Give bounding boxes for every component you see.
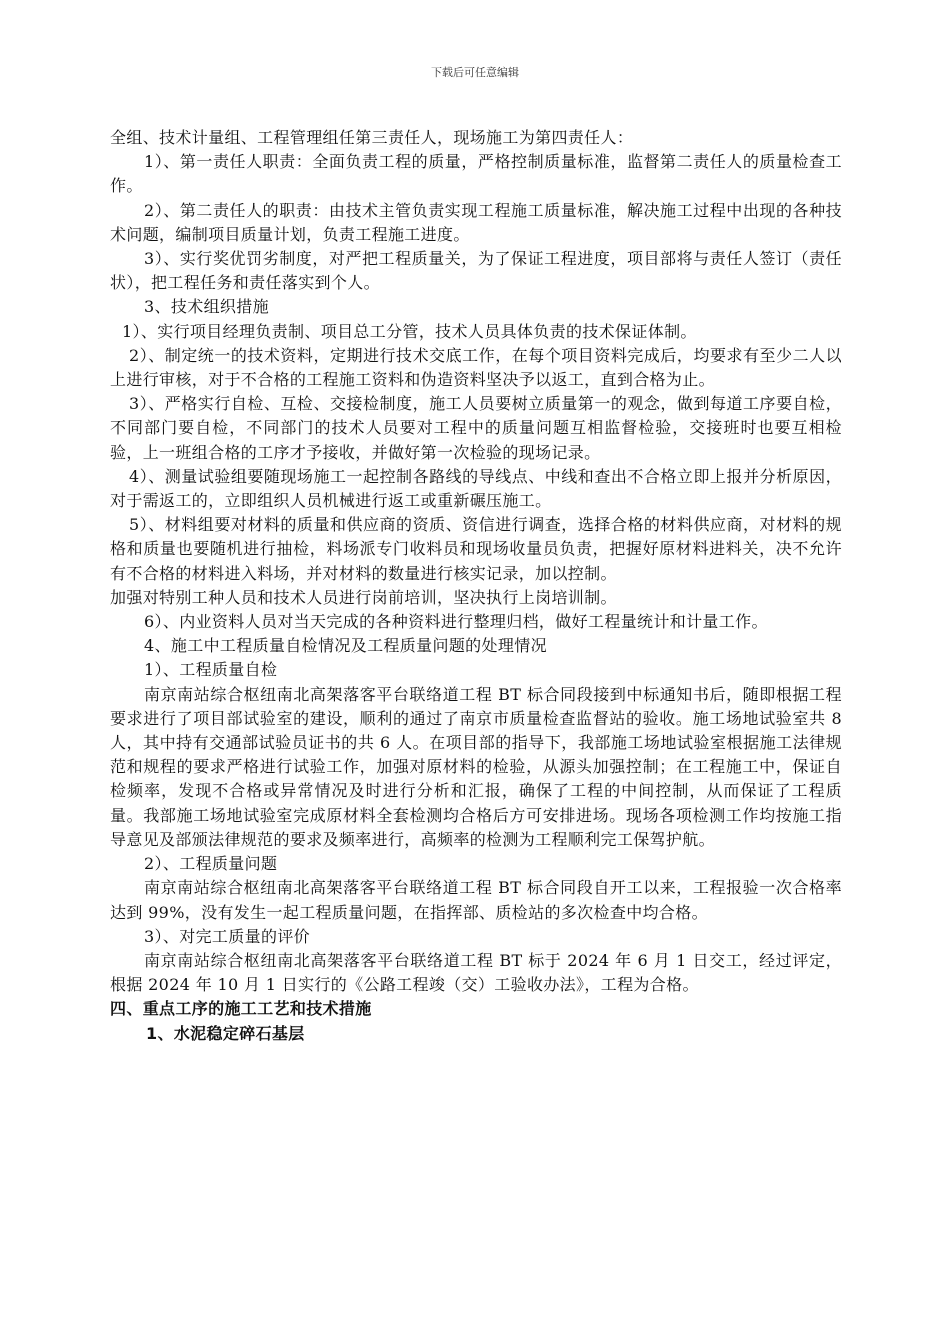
paragraph: 南京南站综合枢纽南北高架落客平台联络道工程 BT 标合同段接到中标通知书后，随即根据工程要求进行了项目部试验室的建设，顺利的通过了南京市质量检查监督站的验收。施工场地试验室共 8 人，其中持有交通部试验员证书的共 6 人。在项目部的指导下，我部施工场地试验室根据施工法律规范和规程的要求严格进行试验工作，加强对原材料的检验，从源头加强控制；在工程施工中，保证自检频率，发现不合格或异常情况及时进行分析和汇报，确保了工程的中间控制，从而保证了工程质量。我部施工场地试验室完成原材料全套检测均合格后方可安排进场。现场各项检测工作均按施工指导意见及部颁法律规范的要求及频率进行，高频率的检测为工程顺利完工保驾护航。 (110, 684, 842, 849)
paragraph: 2）、制定统一的技术资料，定期进行技术交底工作，在每个项目资料完成后，均要求有至少二人以上进行审核，对于不合格的工程施工资料和伪造资料坚决予以返工，直到合格为止。 (110, 345, 842, 390)
document-body (110, 126, 842, 1046)
paragraph: 1）、实行项目经理负责制、项目总工分管，技术人员具体负责的技术保证体制。 (122, 321, 697, 341)
subsection-title: 2）、工程质量问题 (144, 854, 278, 874)
paragraph: 1）、第一责任人职责：全面负责工程的质量，严格控制质量标准，监督第二责任人的质量检查工作。 (110, 152, 842, 196)
subsection-title: 1）、工程质量自检 (144, 660, 278, 680)
paragraph: 3）、严格实行自检、互检、交接检制度，施工人员要树立质量第一的观念，做到每道工序要自检，不同部门要自检，不同部门的技术人员要对工程中的质量问题互相监督检验，交接班时也要互相检验，上一班组合格的工序才予接收，并做好第一次检验的现场记录。 (110, 394, 842, 462)
paragraph: 全组、技术计量组、工程管理组任第三责任人，现场施工为第四责任人： (110, 128, 634, 147)
paragraph: 6）、内业资料人员对当天完成的各种资料进行整理归档，做好工程量统计和计量工作。 (144, 612, 768, 632)
paragraph: 2）、第二责任人的职责：由技术主管负责实现工程施工质量标准，解决施工过程中出现的各种技术问题，编制项目质量计划，负责工程施工进度。 (110, 200, 842, 244)
paragraph: 南京南站综合枢纽南北高架落客平台联络道工程 BT 标合同段自开工以来，工程报验一次合格率达到 99%，没有发生一起工程质量问题，在指挥部、质检站的多次检查中均合格。 (110, 878, 842, 922)
page-header: 下载后可任意编辑 (431, 66, 519, 79)
subsection-heading: 1、水泥稳定碎石基层 (146, 1023, 305, 1043)
paragraph: 4）、测量试验组要随现场施工一起控制各路线的导线点、中线和查出不合格立即上报并分析原因，对于需返工的，立即组织人员机械进行返工或重新碾压施工。 (110, 466, 842, 511)
paragraph: 5）、材料组要对材料的质量和供应商的资质、资信进行调查，选择合格的材料供应商，对材料的规格和质量也要随机进行抽检，料场派专门收料员和现场收量员负责，把握好原材料进料关，决不允许有不合格的材料进入料场，并对材料的数量进行核实记录，加以控制。 (110, 515, 842, 583)
subsection-title: 3）、对完工质量的评价 (144, 926, 311, 946)
section-title: 4、施工中工程质量自检情况及工程质量问题的处理情况 (144, 636, 547, 656)
section-title: 3、技术组织措施 (144, 297, 269, 317)
paragraph: 南京南站综合枢纽南北高架落客平台联络道工程 BT 标于 2024 年 6 月 1 日交工，经过评定，根据 2024 年 10 月 1 日实行的《公路工程竣（交）工验收办法》，工程为合格。 (110, 950, 842, 995)
chapter-heading: 四、重点工序的施工工艺和技术措施 (110, 999, 372, 1019)
paragraph: 加强对特别工种人员和技术人员进行岗前培训，坚决执行上岗培训制。 (110, 587, 617, 607)
paragraph: 3）、实行奖优罚劣制度，对严把工程质量关，为了保证工程进度，项目部将与责任人签订（责任状），把工程任务和责任落实到个人。 (110, 249, 842, 293)
